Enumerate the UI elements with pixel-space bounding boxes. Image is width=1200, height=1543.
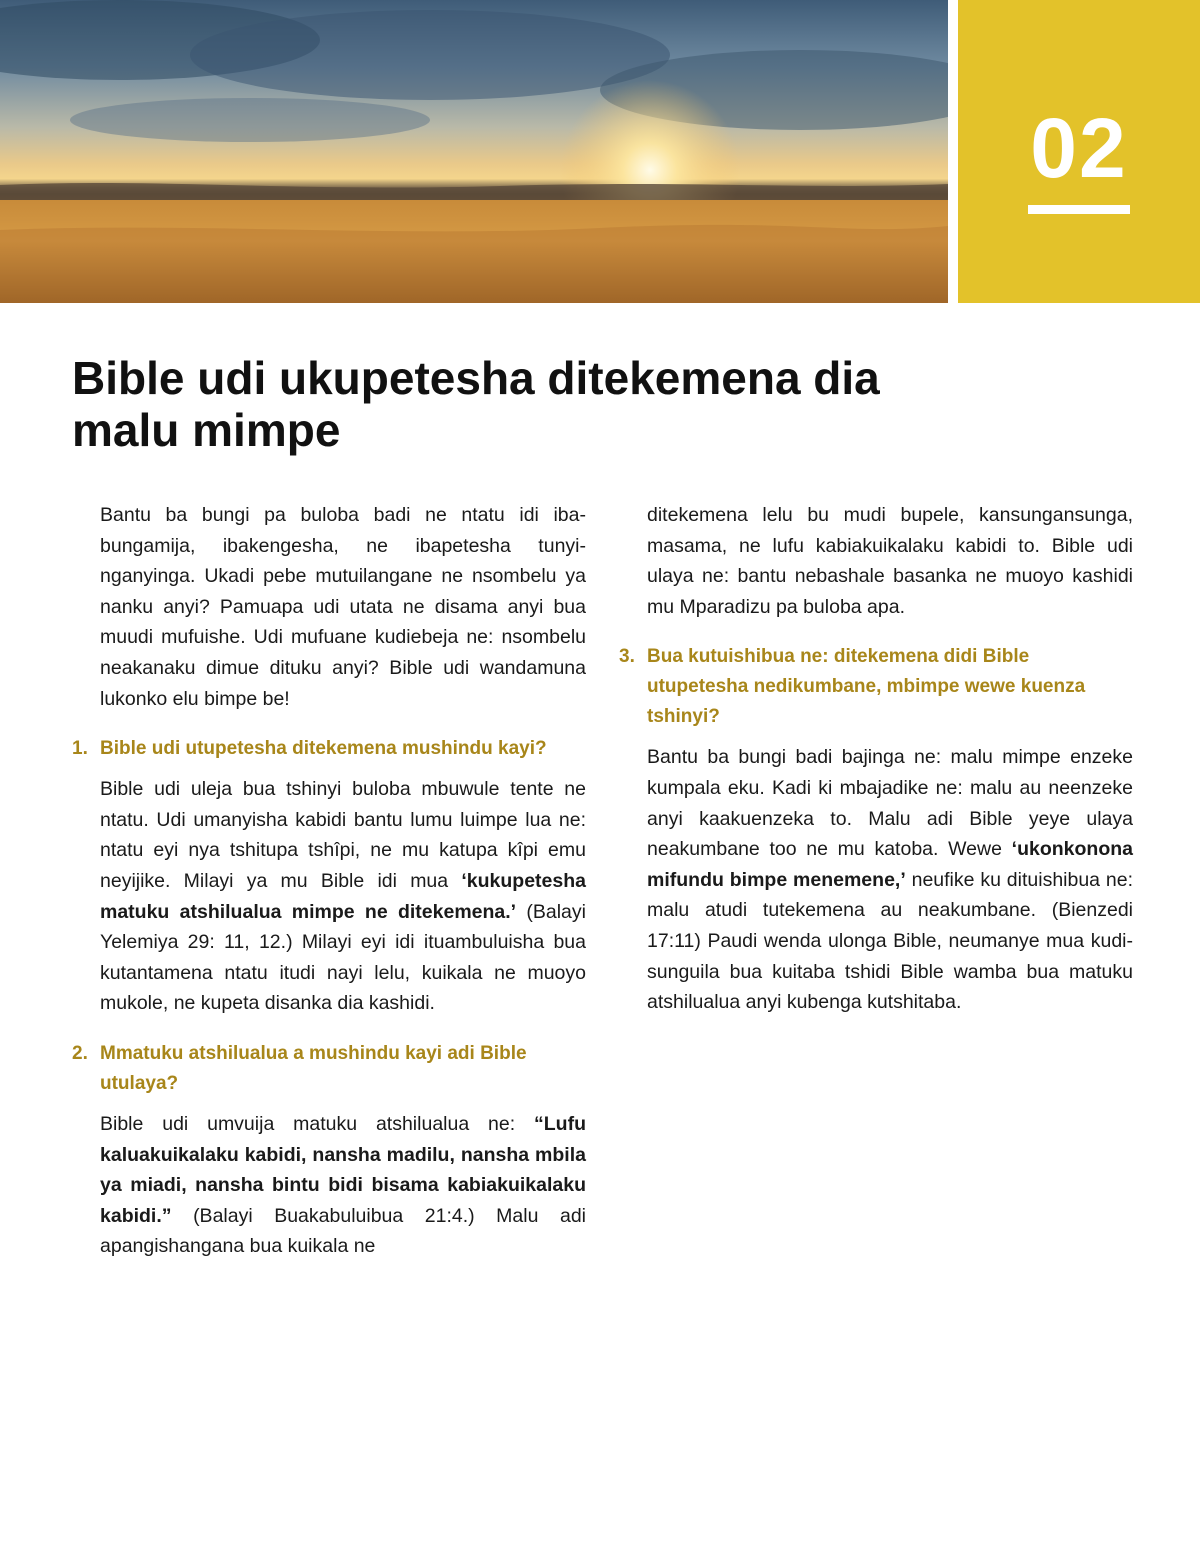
question-2-heading (72, 1039, 586, 1099)
answer-text: Bantu ba bungi badi bajinga ne: malu mimpe enzeke kumpala eku. Kadi ki mbajadike ne: malu au neenzeke anyi kaakuenzeka to. Malu adi Bible yeye ulaya neakumbane too ne mu katoba. Wewe (647, 746, 1133, 861)
hero-illustration (0, 0, 948, 303)
answer-bold-quote: “Lufu kaluakuikalaku kabidi, nansha madilu, nansha mbila ya miadi, nansha bintu bidi bisama kabiakuikalaku kabidi.” (100, 1112, 586, 1227)
question-number: 2. (72, 1042, 88, 1064)
left-column (72, 500, 586, 1282)
answer-text: Bible udi uleja bua tshinyi buloba mbuwule tente ne ntatu. Udi umanyisha kabidi bantu lumu luimpe lua ne: ntatu eyi nya tshitupa tshîpi, ne mu katupa kîpi emu neyijike. Milayi ya mu Bible idi mua (100, 778, 586, 892)
hero-image-wheat-field-sunset (0, 0, 948, 303)
answer-2-paragraph (100, 1109, 586, 1262)
answer-1-paragraph (100, 774, 586, 1019)
chapter-underline (1028, 205, 1130, 214)
answer-bold-quote: ‘ukonkonona mifundu bimpe menemene,’ (647, 838, 1133, 891)
wheat-field-shade (0, 225, 948, 303)
answer-2-continued: ditekemena lelu bu mudi bupele, kansungansunga, masama, ne lufu kabiakuikalaku kabidi to. Bible udi ulaya ne: bantu nebashale basanka ne muoyo kashidi mu Mparadizu pa buloba apa. (647, 504, 1133, 618)
answer-3-paragraph (647, 742, 1133, 1017)
question-text: Mmatuku atshilualua a mushindu kayi adi Bible utulaya? (100, 1042, 527, 1094)
question-text: Bua kutuishibua ne: ditekemena didi Bible utupetesha nedikumbane, mbimpe wewe kuenza tshinyi? (647, 646, 1086, 728)
answer-text: neufike ku dituishibua ne: malu atudi tutekemena au neakumbane. (Bienzedi 17:11) Paudi wenda ulonga Bible, neumanye mua kudisunguila bua kuitaba tshidi Bible wamba bua matuku atshilualua anyi kubenga kutshitaba. (647, 868, 1133, 1014)
answer-text: (Balayi Yelemiya 29: 11, 12.) Milayi eyi idi ituambuluisha bua kutantamena ntatu itudi nayi lelu, kuikala ne muoyo mukole, ne kupeta disanka dia kashidi. (100, 900, 586, 1015)
chapter-number: 02 (1030, 101, 1128, 195)
intro-paragraph: Bantu ba bungi pa buloba badi ne ntatu idi ibabungamija, ibakengesha, ne ibapetesha tunyinganyinga. Ukadi pebe mutuilangane ne nsombelu ya nanku anyi? Pamuapa udi utata ne disama anyi bua muudi mufuishe. Udi mufuane kudiebeja ne: nsombelu neakanaku dimue dituku anyi? Bible udi wandamuna lukonko elu bimpe be! (100, 504, 586, 710)
answer-bold-quote: ‘kukupetesha matuku atshilualua mimpe ne ditekemena.’ (100, 869, 586, 923)
answer-text: Bible udi umvuija matuku atshilualua ne: (100, 1112, 535, 1135)
right-column (619, 500, 1133, 1038)
question-number: 3. (619, 646, 635, 668)
chapter-badge (958, 0, 1200, 303)
cloud-shape (70, 98, 430, 142)
cloud-shape (190, 10, 670, 100)
question-text: Bible udi utupetesha ditekemena mushindu kayi? (100, 738, 547, 760)
question-1-heading (72, 734, 586, 764)
answer-text: (Balayi Buakabuluibua 21:4.) Malu adi apangishangana bua kuikala ne (100, 1204, 586, 1258)
question-3-heading (619, 642, 1133, 732)
page-title: Bible udi ukupetesha ditekemena dia malu mimpe (72, 352, 880, 456)
question-number: 1. (72, 738, 88, 760)
